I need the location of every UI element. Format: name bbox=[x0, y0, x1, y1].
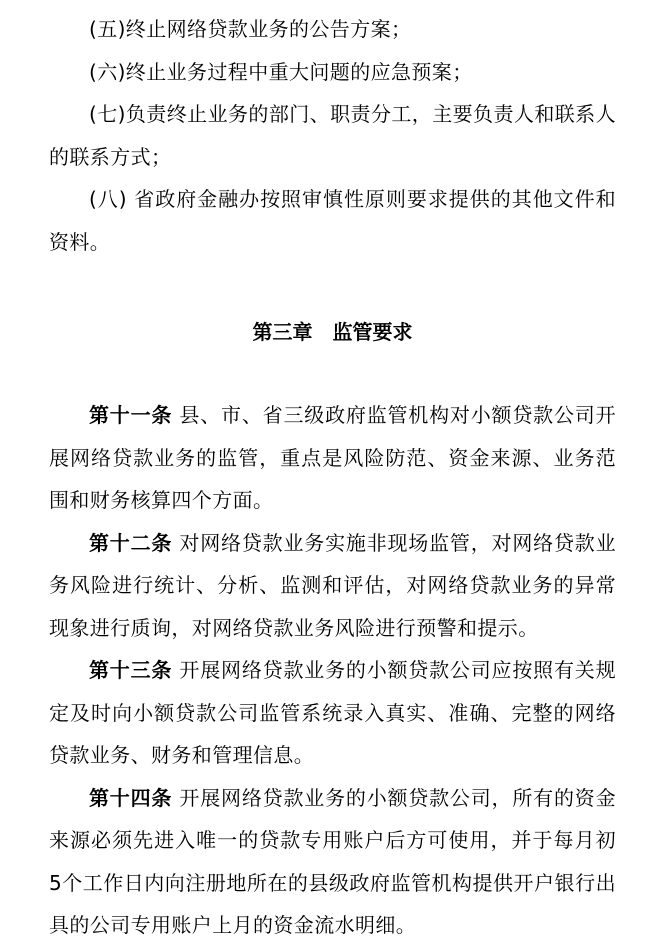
article-number: 第十三条 bbox=[89, 658, 173, 682]
article-text: 开展网络贷款业务的小额贷款公司应按照有关规定及时向小额贷款公司监管系统录入真实、准确、完整的网络贷款业务、财务和管理信息。 bbox=[49, 658, 616, 767]
article-number: 第十二条 bbox=[89, 530, 173, 555]
list-item: (八) 省政府金融办按照审慎性原则要求提供的其他文件和资料。 bbox=[49, 187, 616, 254]
article-number: 第十一条 bbox=[89, 403, 173, 427]
article-text: 对网络贷款业务实施非现场监管，对网络贷款业务风险进行统计、分析、监测和评估，对网络贷款业务的异常现象进行质询，对网络贷款业务风险进行预警和提示。 bbox=[49, 530, 616, 640]
list-item: (七)负责终止业务的部门、职责分工，主要负责人和联系人的联系方式； bbox=[49, 102, 616, 169]
article-paragraph bbox=[49, 522, 616, 650]
list-item: (六)终止业务过程中重大问题的应急预案； bbox=[89, 59, 473, 84]
chapter-heading: 第三章 监管要求 bbox=[252, 320, 413, 344]
article-list bbox=[49, 394, 616, 947]
article-text: 开展网络贷款业务的小额贷款公司，所有的资金来源必须先进入唯一的贷款专用账户后方可使用，并于每月初 5个工作日内向注册地所在的县级政府监管机构提供开户银行出具的公司专用账户上月的资金流水明细。 bbox=[49, 785, 616, 937]
article-text: 县、市、省三级政府监管机构对小额贷款公司开展网络贷款业务的监管，重点是风险防范、资金来源、业务范围和财务核算四个方面。 bbox=[49, 403, 616, 512]
article-paragraph bbox=[49, 394, 616, 522]
article-paragraph bbox=[49, 777, 616, 947]
article-paragraph bbox=[49, 649, 616, 777]
list-item: (五)终止网络贷款业务的公告方案； bbox=[89, 17, 412, 41]
article-number: 第十四条 bbox=[89, 785, 173, 810]
requirements-list bbox=[49, 0, 616, 263]
